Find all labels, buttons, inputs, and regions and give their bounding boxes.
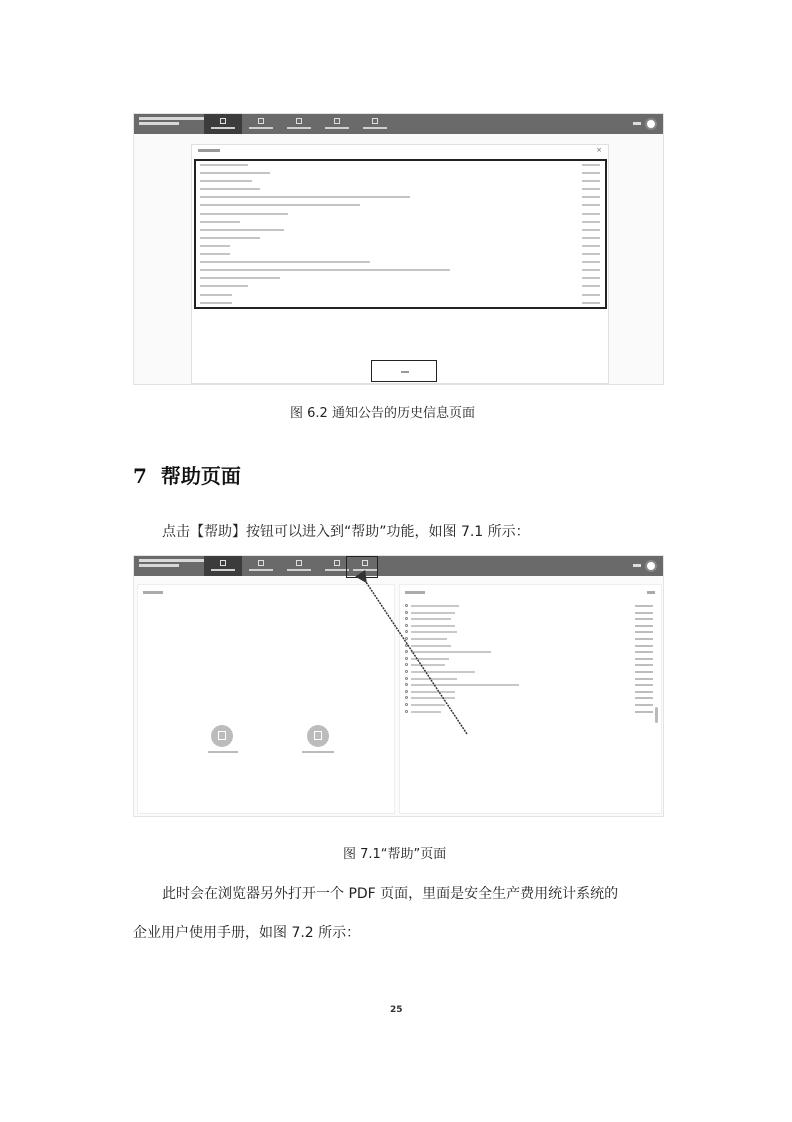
app-topbar [134,114,663,134]
figure-6-2-caption: 图 6.2 通知公告的历史信息页面 [290,406,475,421]
section-number: 7 [133,464,147,488]
paragraph-2-line-2: 企业用户使用手册，如图 7.2 所示： [133,925,361,941]
avatar[interactable] [645,118,657,130]
list-item[interactable] [196,218,605,226]
nav-query[interactable] [318,114,356,134]
close-icon[interactable]: × [596,146,602,154]
list-item[interactable] [196,258,605,266]
app-brand [139,117,207,131]
list-item[interactable] [196,242,605,250]
nav-home[interactable] [204,114,242,134]
list-item[interactable] [196,161,605,169]
search-icon [334,118,340,124]
document-icon [258,118,264,124]
paragraph-2-line-1: 此时会在浏览器另外打开一个 PDF 页面，里面是安全生产费用统计系统的 [162,886,619,902]
list-item[interactable] [196,185,605,193]
help-icon [372,118,378,124]
section-title: 帮助页面 [160,464,241,488]
list-item[interactable] [196,274,605,282]
list-item[interactable] [196,299,605,307]
notice-list [194,159,607,309]
list-item[interactable] [196,193,605,201]
list-item[interactable] [196,177,605,185]
list-item[interactable] [196,234,605,242]
screenshot-notice-history [133,113,664,385]
figure-7-1-caption: 图 7.1“帮助”页面 [343,847,447,862]
list-item[interactable] [196,291,605,299]
home-grid-icon [220,118,226,124]
screenshot-help-page [133,555,664,817]
pointer-arrow [134,556,665,818]
paragraph-1: 点击【帮助】按钮可以进入到“帮助”功能，如图 7.1 所示： [162,524,530,540]
user-name [633,122,641,125]
list-item[interactable] [196,226,605,234]
list-item[interactable] [196,201,605,209]
close-button[interactable] [371,360,437,382]
refresh-icon [296,118,302,124]
notice-history-dialog [191,144,609,384]
list-item[interactable] [196,169,605,177]
nav-help[interactable] [356,114,394,134]
section-heading [133,460,241,489]
list-item[interactable] [196,250,605,258]
dialog-title [198,149,220,152]
list-item[interactable] [196,210,605,218]
list-item[interactable] [196,266,605,274]
nav-statistics[interactable] [280,114,318,134]
list-item[interactable] [196,282,605,290]
nav-report[interactable] [242,114,280,134]
page-number: 25 [390,1005,403,1015]
